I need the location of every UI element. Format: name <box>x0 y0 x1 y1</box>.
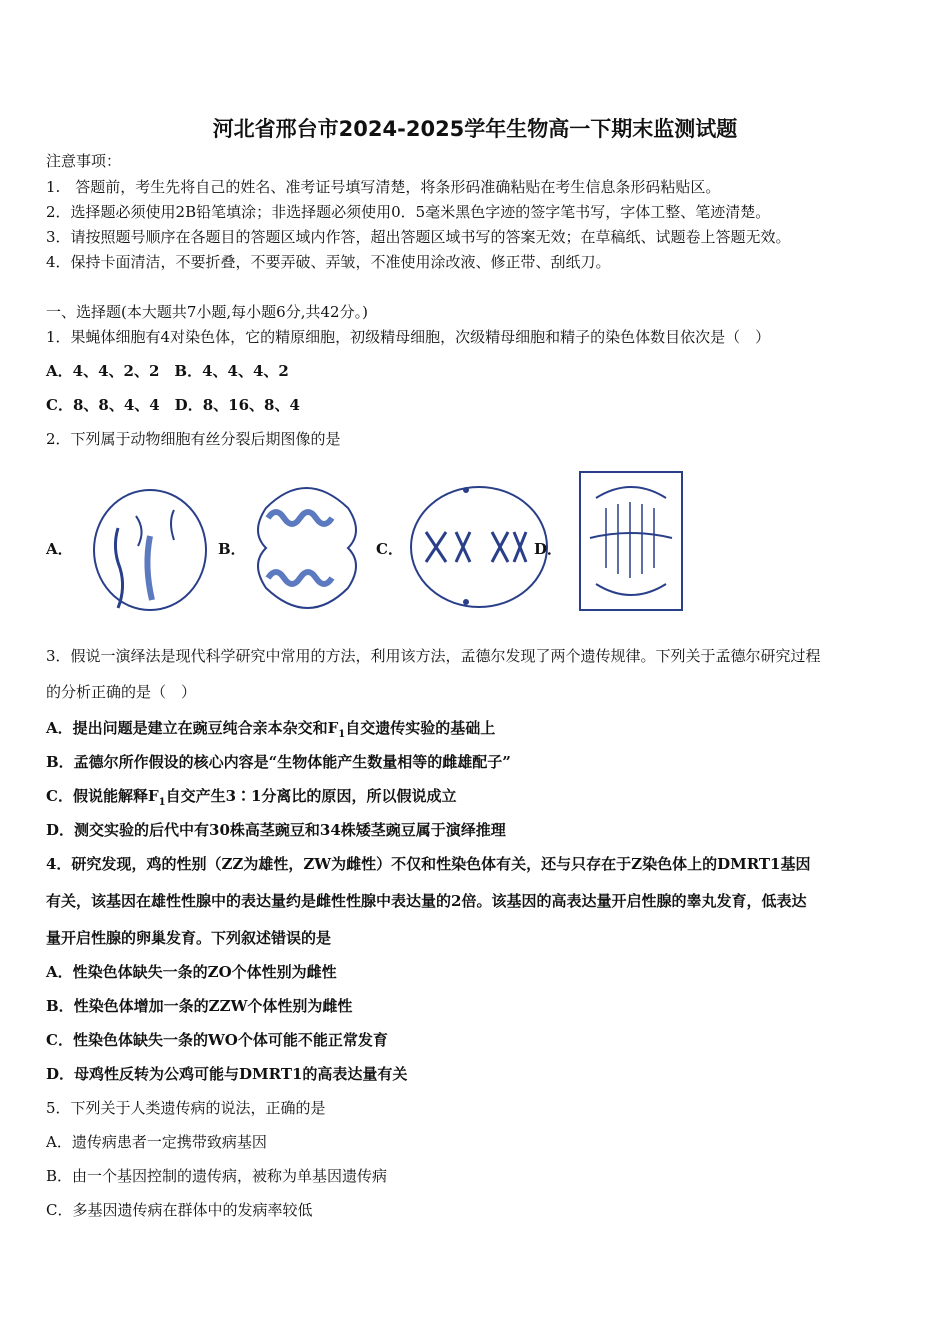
section-heading: 一、选择题(本大题共7小题,每小题6分,共42分。) <box>46 303 368 321</box>
q5-option-c: C．多基因遗传病在群体中的发病率较低 <box>46 1201 313 1219</box>
notice-item: 3．请按照题号顺序在各题目的答题区域内作答，超出答题区域书写的答案无效；在草稿纸、试题卷上答题无效。 <box>46 228 791 246</box>
q3-option-d: D．测交实验的后代中有30株高茎豌豆和34株矮茎豌豆属于演绎推理 <box>46 821 506 839</box>
cell-figure-d <box>576 468 686 614</box>
cell-figure-b <box>246 478 368 618</box>
cell-figure-c <box>406 482 552 612</box>
q4-option-a: A．性染色体缺失一条的ZO个体性别为雌性 <box>46 963 337 981</box>
q4-option-b: B．性染色体增加一条的ZZW个体性别为雌性 <box>46 997 353 1015</box>
page-title: 河北省邢台市2024-2025学年生物高一下期末监测试题 <box>212 117 738 141</box>
q3-option-b: B．孟德尔所作假设的核心内容是“生物体能产生数量相等的雌雄配子” <box>46 753 511 771</box>
cell-figure-a <box>90 488 210 613</box>
q2-stem: 2．下列属于动物细胞有丝分裂后期图像的是 <box>46 430 341 448</box>
figure-label-c: C． <box>376 540 403 558</box>
notice-item: 2．选择题必须使用2B铅笔填涂；非选择题必须使用0．5毫米黑色字迹的签字笔书写，字体工整、笔迹清楚。 <box>46 203 771 221</box>
q3-option-c: C．假说能解释$F_1$自交产生3∶1分离比的原因，所以假说成立 <box>46 787 457 808</box>
q4-option-c: C．性染色体缺失一条的WO个体可能不能正常发育 <box>46 1031 388 1049</box>
q4-option-d: D．母鸡性反转为公鸡可能与DMRT1的高表达量有关 <box>46 1065 408 1083</box>
q4-stem-line-3: 量开启性腺的卵巢发育。下列叙述错误的是 <box>46 929 332 947</box>
q1-options-ab: A．4、4、2、2 B．4、4、4、2 <box>46 362 289 380</box>
q5-option-a: A．遗传病患者一定携带致病基因 <box>46 1133 267 1151</box>
q3-stem-line-1: 3．假说一演绎法是现代科学研究中常用的方法，利用该方法，孟德尔发现了两个遗传规律。下列关于孟德尔研究过程 <box>46 647 821 665</box>
q5-option-b: B．由一个基因控制的遗传病，被称为单基因遗传病 <box>46 1167 388 1185</box>
q3-stem-line-2: 的分析正确的是（ ） <box>46 683 197 701</box>
q2-figures <box>46 468 746 618</box>
q1-options-cd: C．8、8、4、4 D．8、16、8、4 <box>46 396 300 414</box>
q1-stem: 1．果蝇体细胞有4对染色体，它的精原细胞，初级精母细胞，次级精母细胞和精子的染色体数目依次是（ ） <box>46 328 771 346</box>
q3-option-a: A．提出问题是建立在豌豆纯合亲本杂交和$F_1$自交遗传实验的基础上 <box>46 719 496 740</box>
notice-item: 4．保持卡面清洁，不要折叠，不要弄破、弄皱，不准使用涂改液、修正带、刮纸刀。 <box>46 253 611 271</box>
q4-stem-line-2: 有关，该基因在雄性性腺中的表达量约是雌性性腺中表达量的2倍。该基因的高表达量开启性腺的睾丸发育，低表达 <box>46 892 807 910</box>
q4-stem-line-1: 4．研究发现，鸡的性别（ZZ为雄性，ZW为雌性）不仅和性染色体有关，还与只存在于Z染色体上的DMRT1基因 <box>46 855 811 873</box>
figure-label-d: D． <box>534 540 563 558</box>
notice-heading: 注意事项： <box>46 152 122 170</box>
notice-item: 1. 答题前，考生先将自己的姓名、准考证号填写清楚，将条形码准确粘贴在考生信息条形码粘贴区。 <box>46 178 721 196</box>
q5-stem: 5．下列关于人类遗传病的说法，正确的是 <box>46 1099 326 1117</box>
figure-label-a: A． <box>46 540 73 558</box>
figure-label-b: B． <box>218 540 246 558</box>
